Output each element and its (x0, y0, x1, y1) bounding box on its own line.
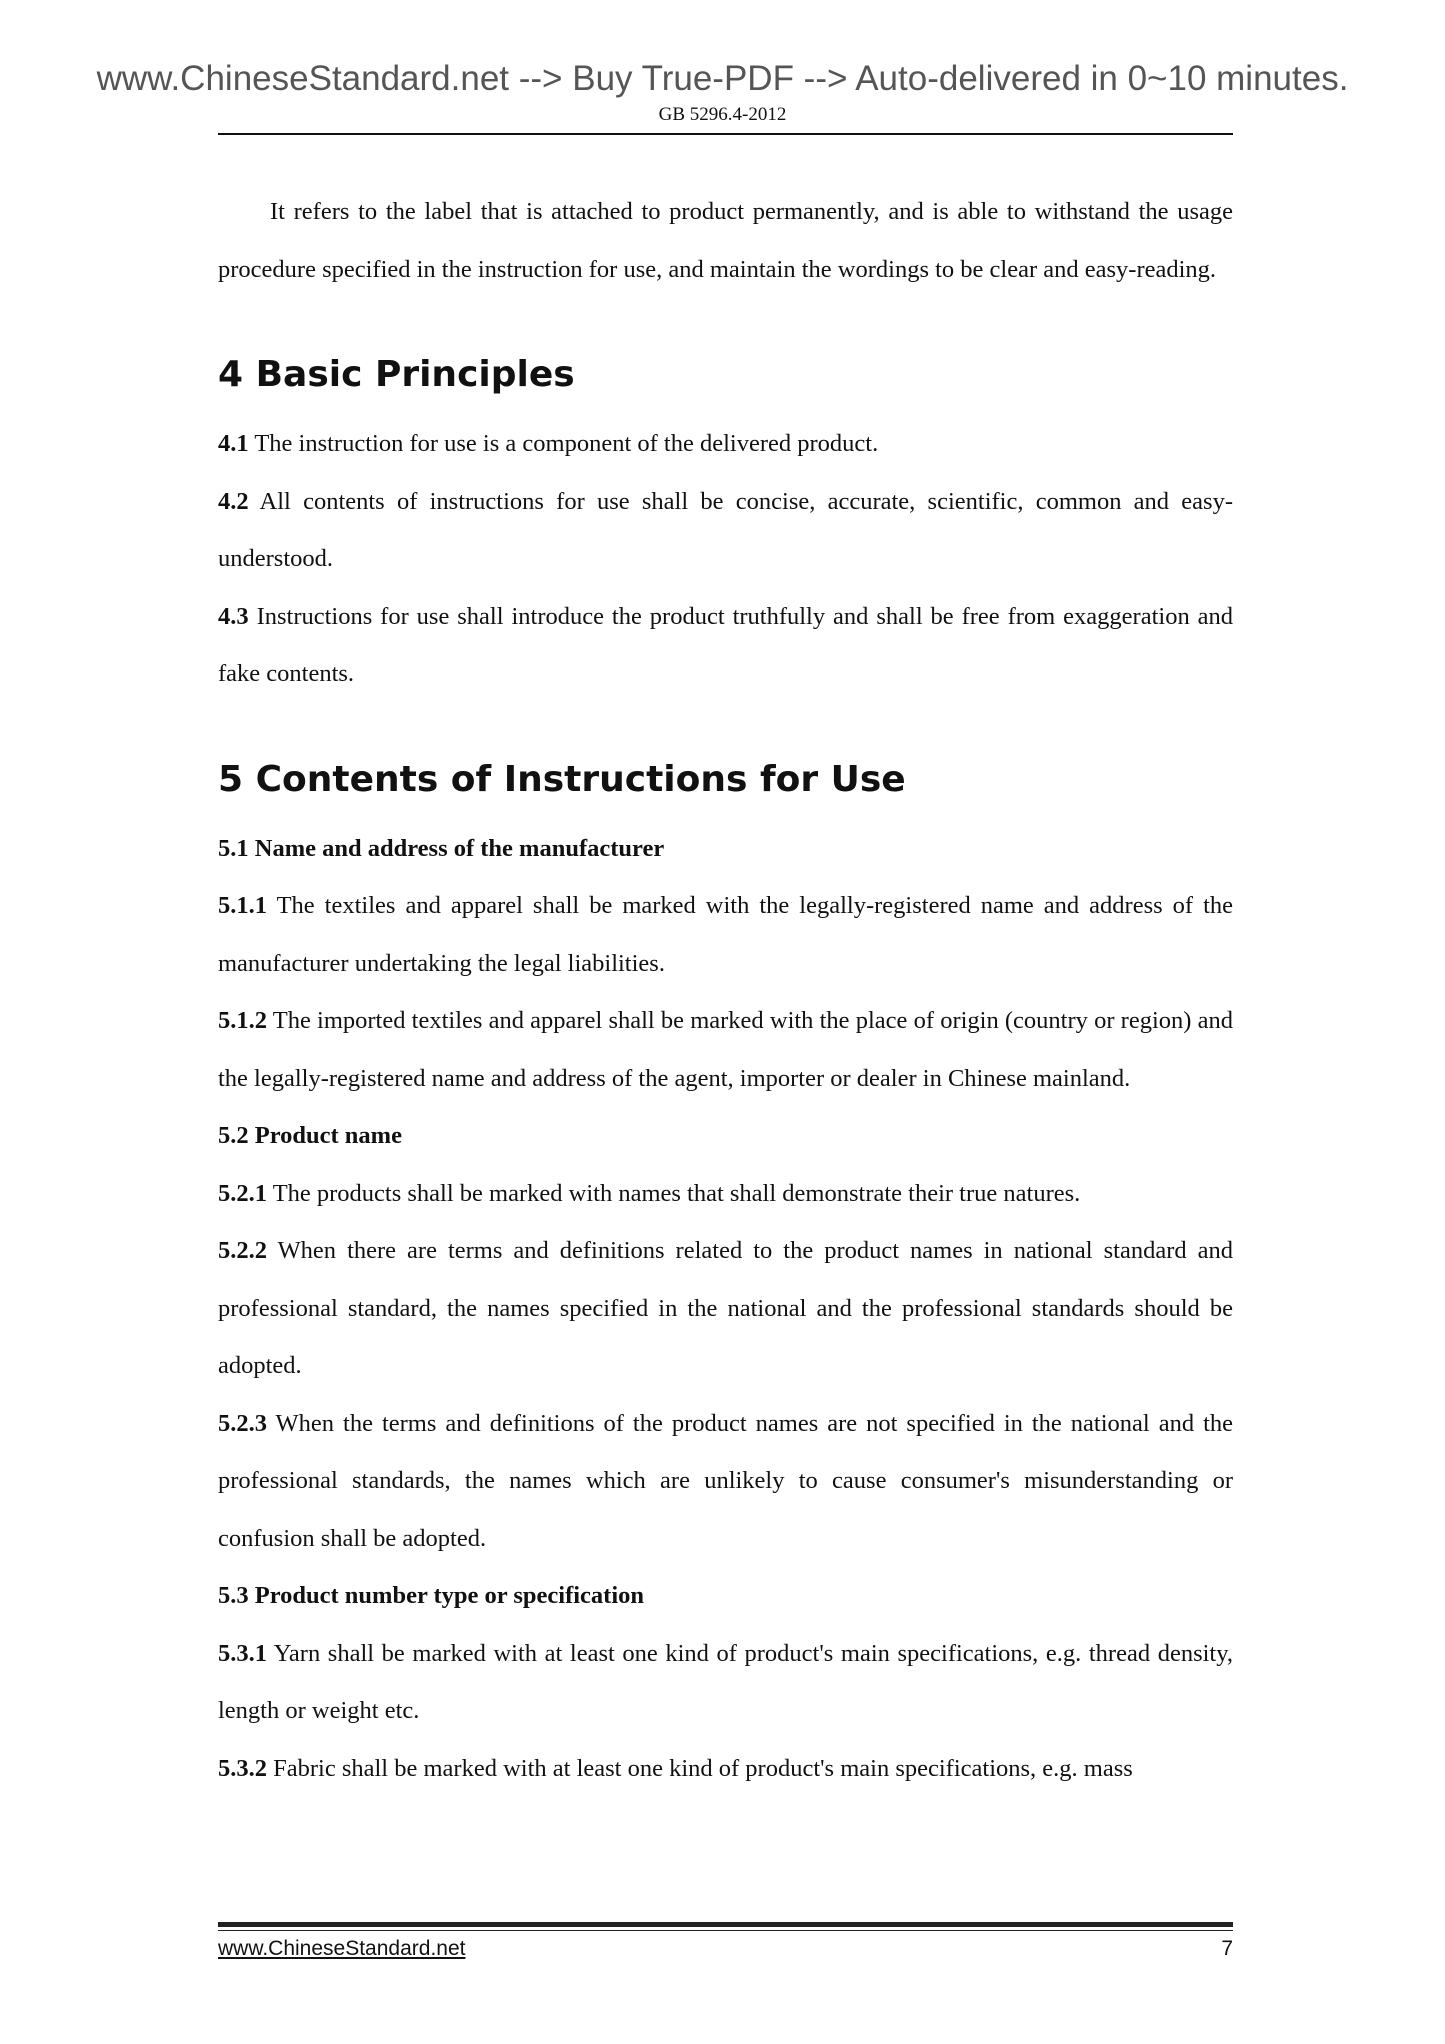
document-id: GB 5296.4-2012 (658, 104, 787, 125)
footer-website-link[interactable]: www.ChineseStandard.net (218, 1937, 466, 1960)
clause-text: The imported textiles and apparel shall be marked with the place of origin (country or region) and the legally-registered name and address of the agent, importer or dealer in Chinese mainland. (218, 1007, 1233, 1092)
clause-text: Fabric shall be marked with at least one kind of product's main specifications, e.g. mass (273, 1754, 1133, 1782)
footer-divider-thick (218, 1922, 1233, 1927)
clause-5-1-1 (218, 877, 1233, 992)
clause-text: When there are terms and definitions related to the product names in national standard and professional standard, the names specified in the national and the professional standards should be adopted. (218, 1237, 1233, 1379)
page-number: 7 (1221, 1937, 1233, 1960)
clause-5-2-3 (218, 1395, 1233, 1568)
clause-number: 5.2.2 (218, 1237, 267, 1264)
clause-text: The products shall be marked with names that shall demonstrate their true natures. (272, 1179, 1081, 1207)
subsection-5-1-heading: 5.1 Name and address of the manufacturer (218, 834, 665, 862)
clause-number: 5.1.1 (218, 892, 267, 919)
section-4-title: 4 Basic Principles (218, 354, 575, 395)
header-banner: www.ChineseStandard.net --> Buy True-PDF --> Auto-delivered in 0~10 minutes. (96, 59, 1349, 98)
subsection-5-3-heading: 5.3 Product number type or specification (218, 1582, 645, 1609)
clause-text: The textiles and apparel shall be marked with the legally-registered name and address of the manufacturer undertaking the legal liabilities. (218, 892, 1234, 977)
clause-number: 4.2 (218, 487, 249, 515)
clause-number: 5.3.1 (218, 1639, 267, 1667)
footer-divider-thin (218, 1930, 1233, 1931)
clause-number: 4.1 (218, 430, 249, 457)
clause-text: Instructions for use shall introduce the product truthfully and shall be free from exaggeration and fake contents. (218, 602, 1234, 687)
page-body (218, 183, 1233, 1797)
clause-text: The instruction for use is a component of the delivered product. (254, 430, 879, 457)
intro-paragraph: It refers to the label that is attached to product permanently, and is able to withstand the usage procedure specified in the instruction for use, and maintain the wordings to be clear and easy-reading. (218, 198, 1233, 283)
clause-5-2-2 (218, 1222, 1233, 1395)
clause-5-1-2 (218, 992, 1233, 1107)
subsection-5-2-heading: 5.2 Product name (218, 1122, 402, 1149)
section-5-title: 5 Contents of Instructions for Use (218, 758, 906, 800)
clause-5-3-2 (218, 1740, 1233, 1798)
clause-text: All contents of instructions for use shall be concise, accurate, scientific, common and easy-understood. (218, 487, 1233, 572)
clause-number: 5.3.2 (218, 1754, 267, 1782)
clause-text: Yarn shall be marked with at least one kind of product's main specifications, e.g. thread density, length or weight etc. (218, 1639, 1233, 1724)
clause-5-3-1 (218, 1625, 1233, 1740)
header-divider (218, 133, 1233, 135)
clause-4-1 (218, 415, 1233, 473)
clause-number: 5.2.3 (218, 1409, 267, 1437)
clause-4-3 (218, 588, 1233, 703)
clause-text: When the terms and definitions of the product names are not specified in the national and the professional standards, the names which are unlikely to cause consumer's misunderstanding or confusion shall be adopted. (218, 1409, 1233, 1552)
clause-number: 5.1.2 (218, 1007, 267, 1034)
clause-5-2-1 (218, 1165, 1233, 1223)
clause-number: 5.2.1 (218, 1179, 267, 1207)
clause-number: 4.3 (218, 602, 249, 630)
clause-4-2 (218, 473, 1233, 588)
